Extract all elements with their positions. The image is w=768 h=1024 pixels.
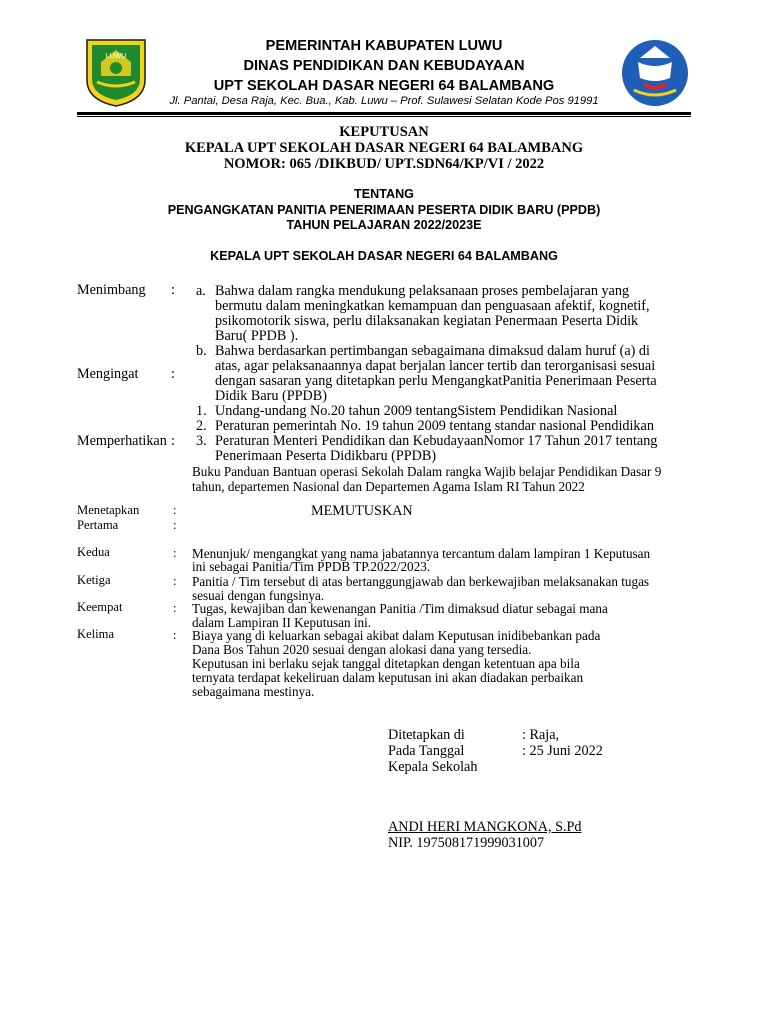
memperhatikan-label: Memperhatikan: [77, 433, 167, 449]
kelima-line-2: Dana Bos Tahun 2020 sesuai dengan alokasi dana yang tersedia.: [192, 642, 532, 657]
consideration-a-line-2: bermutu dalam meningkatkan kemampuan dan penguasaan afektif, kognetif,: [215, 298, 650, 314]
letterhead-rule-thick: [77, 112, 691, 115]
law-2-text: Peraturan pemerintah No. 19 tahun 2009 tentang standar nasional Pendidikan: [215, 418, 654, 434]
keempat-line-1: Tugas, kewajiban dan kewenangan Panitia /Tim dimaksud diatur sebagai mana: [192, 601, 608, 616]
signature-date-value: : 25 Juni 2022: [522, 743, 603, 759]
kelima-line-3: Keputusan ini berlaku sejak tanggal ditetapkan dengan ketentuan apa bila: [192, 656, 580, 671]
letterhead-line-1: PEMERINTAH KABUPATEN LUWU: [265, 38, 503, 54]
kelima-line-5: sebagaimana mestinya.: [192, 684, 315, 699]
consideration-a-line-3: psikomotorik siswa, perlu dilaksanakan kegiatan Penermaan Peserta Didik: [215, 313, 639, 329]
decree-about-label: TENTANG: [354, 187, 414, 201]
ketiga-label: Ketiga: [77, 573, 111, 587]
letterhead-line-2: DINAS PENDIDIKAN DAN KEBUDAYAAN: [243, 58, 525, 74]
ketiga-line-1: Panitia / Tim tersebut di atas bertanggungjawab dan berkewajiban melaksanakan tugas: [192, 574, 650, 589]
consideration-a-line-1: Bahwa dalam rangka mendukung pelaksanaan proses pembelajaran yang: [215, 283, 630, 299]
kelima-label: Kelima: [77, 627, 115, 641]
consideration-a-line-4: Baru( PPDB ).: [215, 328, 299, 344]
letterhead-rule-thin: [77, 116, 691, 117]
signature-date-label: Pada Tanggal: [388, 743, 465, 759]
kelima-line-1: Biaya yang di keluarkan sebagai akibat dalam Keputusan inidibebankan pada: [192, 628, 601, 643]
consideration-b-line-3: dengan sasaran yang ditetapkan perlu MengangkatPanitia Penerimaan Peserta: [215, 373, 657, 389]
regency-logo-text: LUWU: [105, 53, 127, 60]
ministry-logo: [620, 38, 690, 108]
pertama-colon: :: [173, 518, 177, 532]
law-3-line-2: Penerimaan Peserta Didikbaru (PPDB): [215, 448, 437, 464]
law-1-text: Undang-undang No.20 tahun 2009 tentangSistem Pendidikan Nasional: [215, 403, 618, 419]
menimbang-colon: :: [171, 282, 175, 298]
consideration-a-marker: a.: [196, 283, 206, 299]
signature-place-label: Ditetapkan di: [388, 727, 465, 743]
kelima-colon: :: [173, 628, 177, 642]
menetapkan-colon: :: [173, 503, 177, 517]
kelima-line-4: ternyata terdapat kekeliruan dalam keputusan ini akan diadakan perbaikan: [192, 670, 584, 685]
menimbang-label: Menimbang: [77, 282, 146, 298]
decree-issuer: KEPALA UPT SEKOLAH DASAR NEGERI 64 BALAMBANG: [184, 140, 584, 156]
consideration-b-line-2: atas, agar pelaksanaannya dapat berjalan lancer tertib dan terorganisasi sesuai: [215, 358, 656, 374]
signature-role: Kepala Sekolah: [388, 759, 478, 775]
decree-number: NOMOR: 065 /DIKBUD/ UPT.SDN64/KP/VI / 2022: [223, 156, 545, 172]
consideration-b-line-1: Bahwa berdasarkan pertimbangan sebagaimana dimaksud dalam huruf (a) di: [215, 343, 650, 359]
ketiga-line-2: sesuai dengan fungsinya.: [192, 588, 325, 603]
consideration-b-line-4: Didik Baru (PPDB): [215, 388, 327, 404]
kedua-colon: :: [173, 546, 177, 560]
letterhead-address: Jl. Pantai, Desa Raja, Kec. Bua., Kab. Luwu – Prof. Sulawesi Selatan Kode Pos 91991: [169, 95, 599, 107]
kedua-line-2: ini sebagai Panitia/Tim PPDB TP.2022/2023.: [192, 559, 431, 574]
decree-subject-line-1: PENGANGKATAN PANITIA PENERIMAAN PESERTA DIDIK BARU (PPDB): [167, 203, 601, 217]
guide-note-line-2: tahun, departemen Nasional dan Departemen Agama Islam RI Tahun 2022: [192, 479, 585, 494]
signatory-name: ANDI HERI MANGKONA, S.Pd: [388, 819, 582, 835]
mengingat-colon: :: [171, 366, 175, 382]
law-3-line-1: Peraturan Menteri Pendidikan dan KebudayaanNomor 17 Tahun 2017 tentang: [215, 433, 658, 449]
keempat-colon: :: [173, 601, 177, 615]
pertama-label: Pertama: [77, 518, 119, 532]
law-3-marker: 3.: [196, 433, 207, 449]
decree-head: KEPALA UPT SEKOLAH DASAR NEGERI 64 BALAMBANG: [210, 249, 558, 263]
menetapkan-label: Menetapkan: [77, 503, 140, 517]
decree-title: KEPUTUSAN: [339, 124, 429, 140]
memutuskan-heading: MEMUTUSKAN: [311, 503, 413, 519]
keempat-label: Keempat: [77, 600, 123, 614]
kedua-label: Kedua: [77, 545, 110, 559]
ketiga-colon: :: [173, 574, 177, 588]
law-1-marker: 1.: [196, 403, 207, 419]
letterhead-line-3: UPT SEKOLAH DASAR NEGERI 64 BALAMBANG: [213, 78, 555, 94]
memperhatikan-colon: :: [171, 433, 175, 449]
signatory-nip: NIP. 197508171999031007: [388, 835, 545, 851]
consideration-b-marker: b.: [196, 343, 207, 359]
keempat-line-2: dalam Lampiran II Keputusan ini.: [192, 615, 372, 630]
kedua-line-1: Menunjuk/ mengangkat yang nama jabatannya tercantum dalam lampiran 1 Keputusan: [192, 546, 651, 561]
guide-note-line-1: Buku Panduan Bantuan operasi Sekolah Dalam rangka Wajib belajar Pendidikan Dasar 9: [192, 464, 662, 479]
signature-place-value: : Raja,: [522, 727, 560, 743]
decree-subject-line-2: TAHUN PELAJARAN 2022/2023E: [286, 218, 482, 232]
mengingat-label: Mengingat: [77, 366, 139, 382]
law-2-marker: 2.: [196, 418, 207, 434]
